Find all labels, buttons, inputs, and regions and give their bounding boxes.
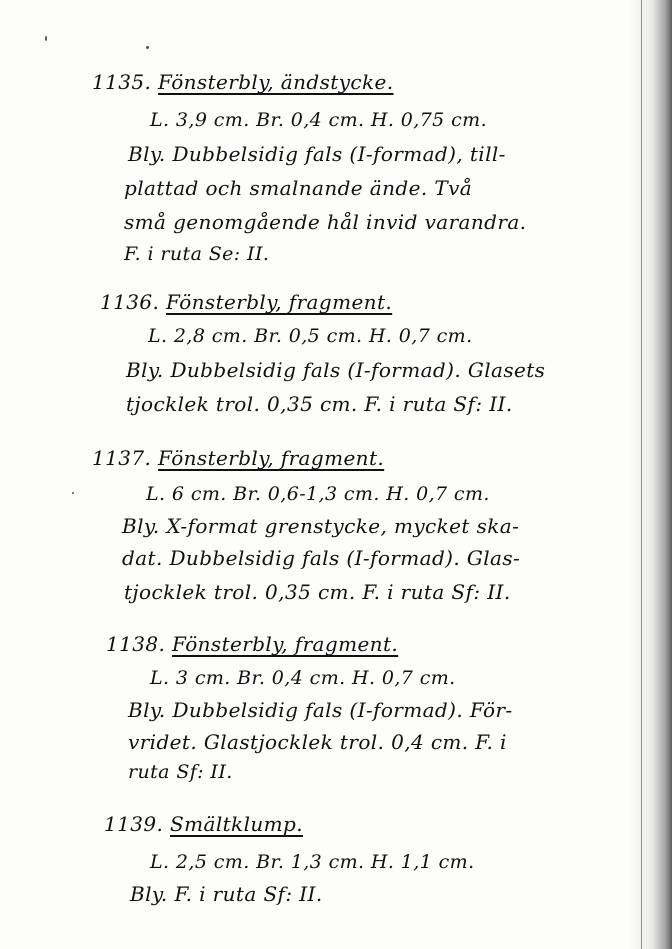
entry-line: dat. Dubbelsidig fals (I-formad). Glas-	[122, 546, 521, 570]
paper-speck	[45, 36, 47, 41]
entry-line: Bly. Dubbelsidig fals (I-formad). Glasets	[126, 358, 546, 382]
paper-speck	[146, 46, 149, 49]
entry-heading	[106, 632, 398, 656]
entry-line: Bly. Dubbelsidig fals (I-formad). För-	[128, 698, 513, 722]
book-binding-shadow	[628, 0, 672, 949]
entry-line: L. 2,5 cm. Br. 1,3 cm. H. 1,1 cm.	[150, 851, 475, 873]
entry-number: 1139.	[104, 812, 164, 836]
book-binding-edge	[641, 0, 642, 949]
entry-line: L. 3 cm. Br. 0,4 cm. H. 0,7 cm.	[150, 667, 456, 689]
entry-number: 1135.	[92, 70, 152, 94]
entry-number: 1137.	[92, 446, 152, 470]
entry-heading	[104, 812, 303, 836]
entry-line: L. 3,9 cm. Br. 0,4 cm. H. 0,75 cm.	[150, 109, 488, 131]
entry-line: ruta Sf: II.	[128, 761, 233, 783]
entry-title: Fönsterbly, fragment.	[158, 446, 385, 470]
entry-line: små genomgående hål invid varandra.	[124, 210, 527, 234]
entry-title: Smältklump.	[170, 812, 303, 836]
entry-line: tjocklek trol. 0,35 cm. F. i ruta Sf: II.	[126, 392, 513, 416]
entry-heading	[92, 446, 384, 470]
paper-speck	[72, 492, 74, 494]
entry-line: F. i ruta Se: II.	[124, 243, 270, 265]
entry-number: 1136.	[100, 290, 160, 314]
entry-number: 1138.	[106, 632, 166, 656]
entry-line: vridet. Glastjocklek trol. 0,4 cm. F. i	[128, 730, 507, 754]
entry-title: Fönsterbly, fragment.	[166, 290, 393, 314]
entry-heading	[100, 290, 392, 314]
entry-line: Bly. X-format grenstycke, mycket ska-	[122, 514, 520, 538]
entry-line: Bly. F. i ruta Sf: II.	[130, 882, 323, 906]
entry-line: L. 6 cm. Br. 0,6-1,3 cm. H. 0,7 cm.	[146, 483, 490, 505]
entry-title: Fönsterbly, fragment.	[172, 632, 399, 656]
entry-line: Bly. Dubbelsidig fals (I-formad), till-	[128, 142, 506, 166]
entry-line: plattad och smalnande ände. Två	[124, 176, 473, 200]
entry-title: Fönsterbly, ändstycke.	[158, 70, 394, 94]
entry-line: L. 2,8 cm. Br. 0,5 cm. H. 0,7 cm.	[148, 325, 473, 347]
entry-line: tjocklek trol. 0,35 cm. F. i ruta Sf: II.	[124, 580, 511, 604]
entry-heading	[92, 70, 394, 94]
